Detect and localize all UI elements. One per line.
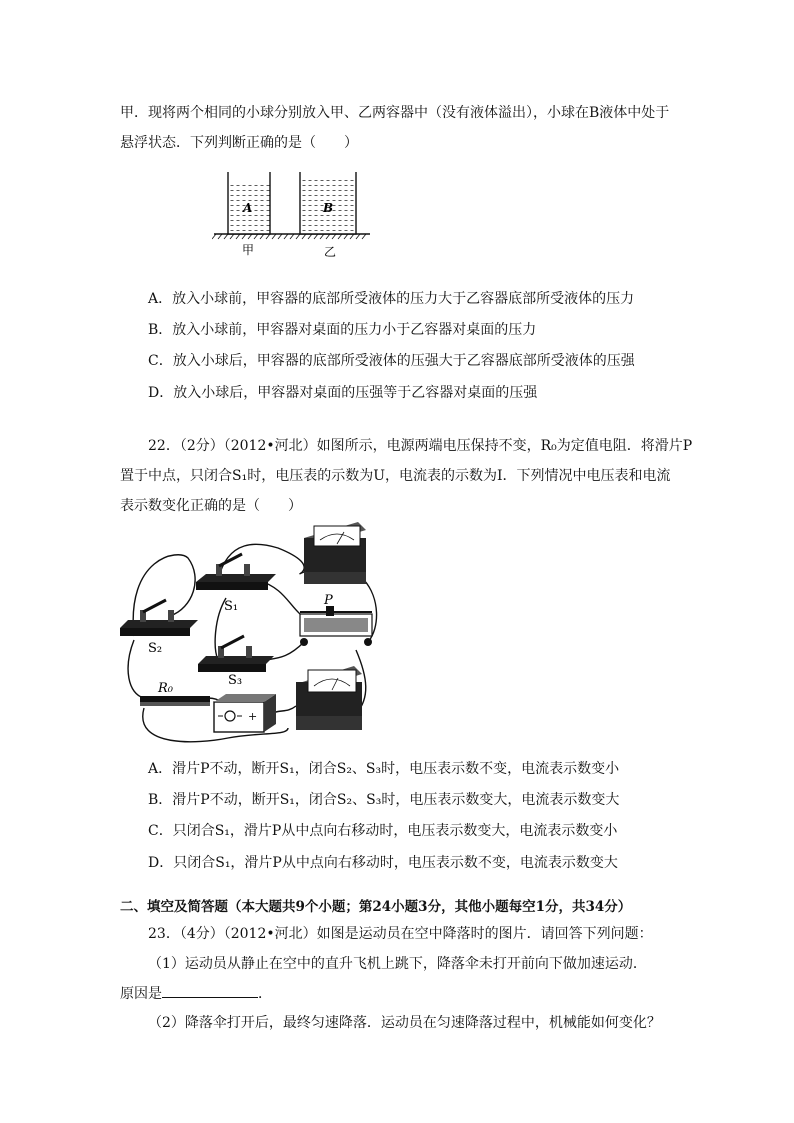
containers-figure [212,168,372,260]
q22-option-c: C．只闭合S₁，滑片P从中点向右移动时，电压表示数变大，电流表示数变小 [148,823,618,839]
label-s3: S₃ [228,673,243,688]
q23-sub1-prefix: 原因是 [120,986,162,1002]
q22-option-a: A．滑片P不动，断开S₁，闭合S₂、S₃时，电压表示数不变，电流表示数变小 [148,761,620,777]
label-jia: 甲 [242,243,255,257]
label-r0: R₀ [158,681,173,696]
answer-blank[interactable] [162,985,258,998]
label-s2: S₂ [148,641,163,656]
q23-line1: 23．（4分）（2012•河北）如图是运动员在空中降落时的图片．请回答下列问题： [148,926,653,942]
q21-option-b: B．放入小球前，甲容器对桌面的压力小于乙容器对桌面的压力 [148,322,537,338]
q22-line1: 22．（2分）（2012•河北）如图所示，电源两端电压保持不变，R₀为定值电阻．将滑片P [148,438,693,454]
label-b: B [323,201,334,215]
label-yi: 乙 [324,245,337,259]
q21-intro-line2: 悬浮状态．下列判断正确的是（ ） [120,135,358,151]
circuit-figure [118,518,386,750]
q22-line2: 置于中点，只闭合S₁时，电压表的示数为U，电流表的示数为I．下列情况中电压表和电流 [120,468,671,484]
q23-sub1-line2 [120,985,272,1003]
label-a: A [243,201,253,215]
section2-heading: 二、填空及简答题（本大题共9个小题；第24小题3分，其他小题每空1分，共34分） [120,899,632,915]
label-p: P [324,593,333,608]
q23-sub1-suffix: ． [258,986,272,1002]
q23-sub2-line1: （2）降落伞打开后，最终匀速降落．运动员在匀速降落过程中，机械能如何变化？ [148,1015,661,1031]
q22-option-b: B．滑片P不动，断开S₁，闭合S₂、S₃时，电压表示数变大，电流表示数变大 [148,792,620,808]
q22-option-d: D．只闭合S₁，滑片P从中点向右移动时，电压表示数不变，电流表示数变大 [148,855,618,871]
label-s1: S₁ [224,599,239,614]
q22-line3: 表示数变化正确的是（ ） [120,498,302,514]
q21-option-a: A．放入小球前，甲容器的底部所受液体的压力大于乙容器底部所受液体的压力 [148,291,635,307]
svg-text:+: + [248,710,258,723]
q21-option-c: C．放入小球后，甲容器的底部所受液体的压强大于乙容器底部所受液体的压强 [148,353,635,369]
q21-intro-line1: 甲．现将两个相同的小球分别放入甲、乙两容器中（没有液体溢出），小球在B液体中处于 [120,105,670,121]
q23-sub1-line1: （1）运动员从静止在空中的直升飞机上跳下，降落伞未打开前向下做加速运动． [148,956,647,972]
q21-option-d: D．放入小球后，甲容器对桌面的压强等于乙容器对桌面的压强 [148,385,538,401]
